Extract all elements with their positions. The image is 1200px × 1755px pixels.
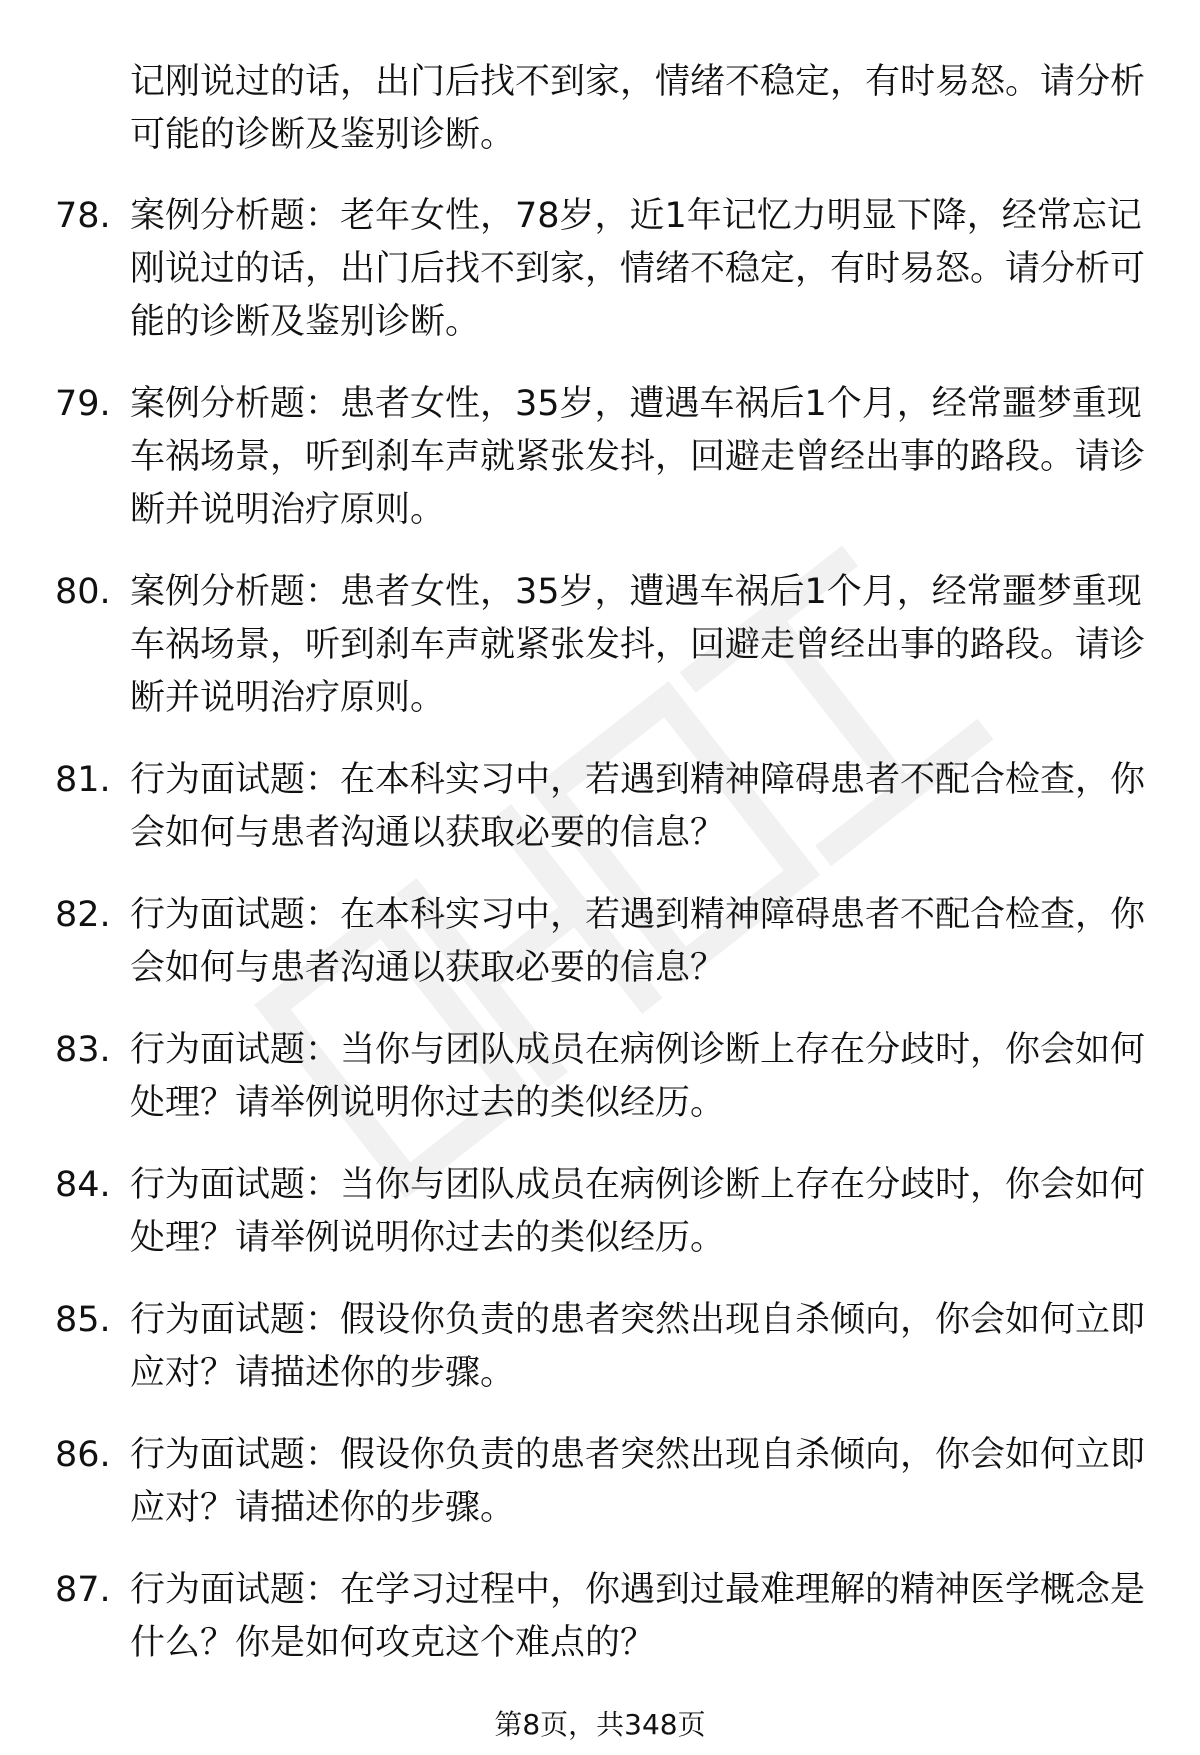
question-text: 行为面试题：在学习过程中，你遇到过最难理解的精神医学概念是什么？你是如何攻克这个难点的？ — [130, 1570, 1146, 1663]
list-item — [55, 1159, 1145, 1265]
question-text: 案例分析题：患者女性，35岁，遭遇车祸后1个月，经常噩梦重现车祸场景，听到刹车声就紧张发抖，回避走曾经出事的路段。请诊断并说明治疗原则。 — [130, 572, 1146, 718]
question-text: 行为面试题：假设你负责的患者突然出现自杀倾向，你会如何立即应对？请描述你的步骤。 — [130, 1300, 1146, 1393]
list-item — [55, 1024, 1145, 1130]
list-item — [55, 566, 1145, 725]
question-text: 行为面试题：在本科实习中，若遇到精神障碍患者不配合检查，你会如何与患者沟通以获取必要的信息？ — [130, 760, 1146, 853]
list-item — [55, 754, 1145, 860]
question-list — [55, 56, 1145, 1699]
question-number: 86. — [55, 1435, 111, 1475]
list-item — [55, 1429, 1145, 1535]
question-number: 87. — [55, 1570, 111, 1610]
question-text: 行为面试题：当你与团队成员在病例诊断上存在分歧时，你会如何处理？请举例说明你过去的类似经历。 — [130, 1030, 1146, 1123]
question-number: 84. — [55, 1165, 111, 1205]
list-item — [55, 1294, 1145, 1400]
question-text: 行为面试题：假设你负责的患者突然出现自杀倾向，你会如何立即应对？请描述你的步骤。 — [130, 1435, 1146, 1528]
list-item — [55, 378, 1145, 537]
list-item — [55, 889, 1145, 995]
continued-question-text: 记刚说过的话，出门后找不到家，情绪不稳定，有时易怒。请分析可能的诊断及鉴别诊断。 — [130, 62, 1146, 155]
question-number: 85. — [55, 1300, 111, 1340]
page-footer: 第8页，共348页 — [494, 1708, 706, 1741]
question-number: 82. — [55, 895, 111, 935]
question-number: 78. — [55, 196, 111, 236]
question-number: 81. — [55, 760, 111, 800]
question-text: 案例分析题：患者女性，35岁，遭遇车祸后1个月，经常噩梦重现车祸场景，听到刹车声就紧张发抖，回避走曾经出事的路段。请诊断并说明治疗原则。 — [130, 384, 1146, 530]
list-item — [55, 190, 1145, 349]
question-text: 行为面试题：在本科实习中，若遇到精神障碍患者不配合检查，你会如何与患者沟通以获取必要的信息？ — [130, 895, 1146, 988]
list-item — [55, 1564, 1145, 1670]
question-number: 79. — [55, 384, 111, 424]
question-number: 80. — [55, 572, 111, 612]
question-text: 案例分析题：老年女性，78岁，近1年记忆力明显下降，经常忘记刚说过的话，出门后找不到家，情绪不稳定，有时易怒。请分析可能的诊断及鉴别诊断。 — [130, 196, 1146, 342]
question-text: 行为面试题：当你与团队成员在病例诊断上存在分歧时，你会如何处理？请举例说明你过去的类似经历。 — [130, 1165, 1146, 1258]
question-number: 83. — [55, 1030, 111, 1070]
